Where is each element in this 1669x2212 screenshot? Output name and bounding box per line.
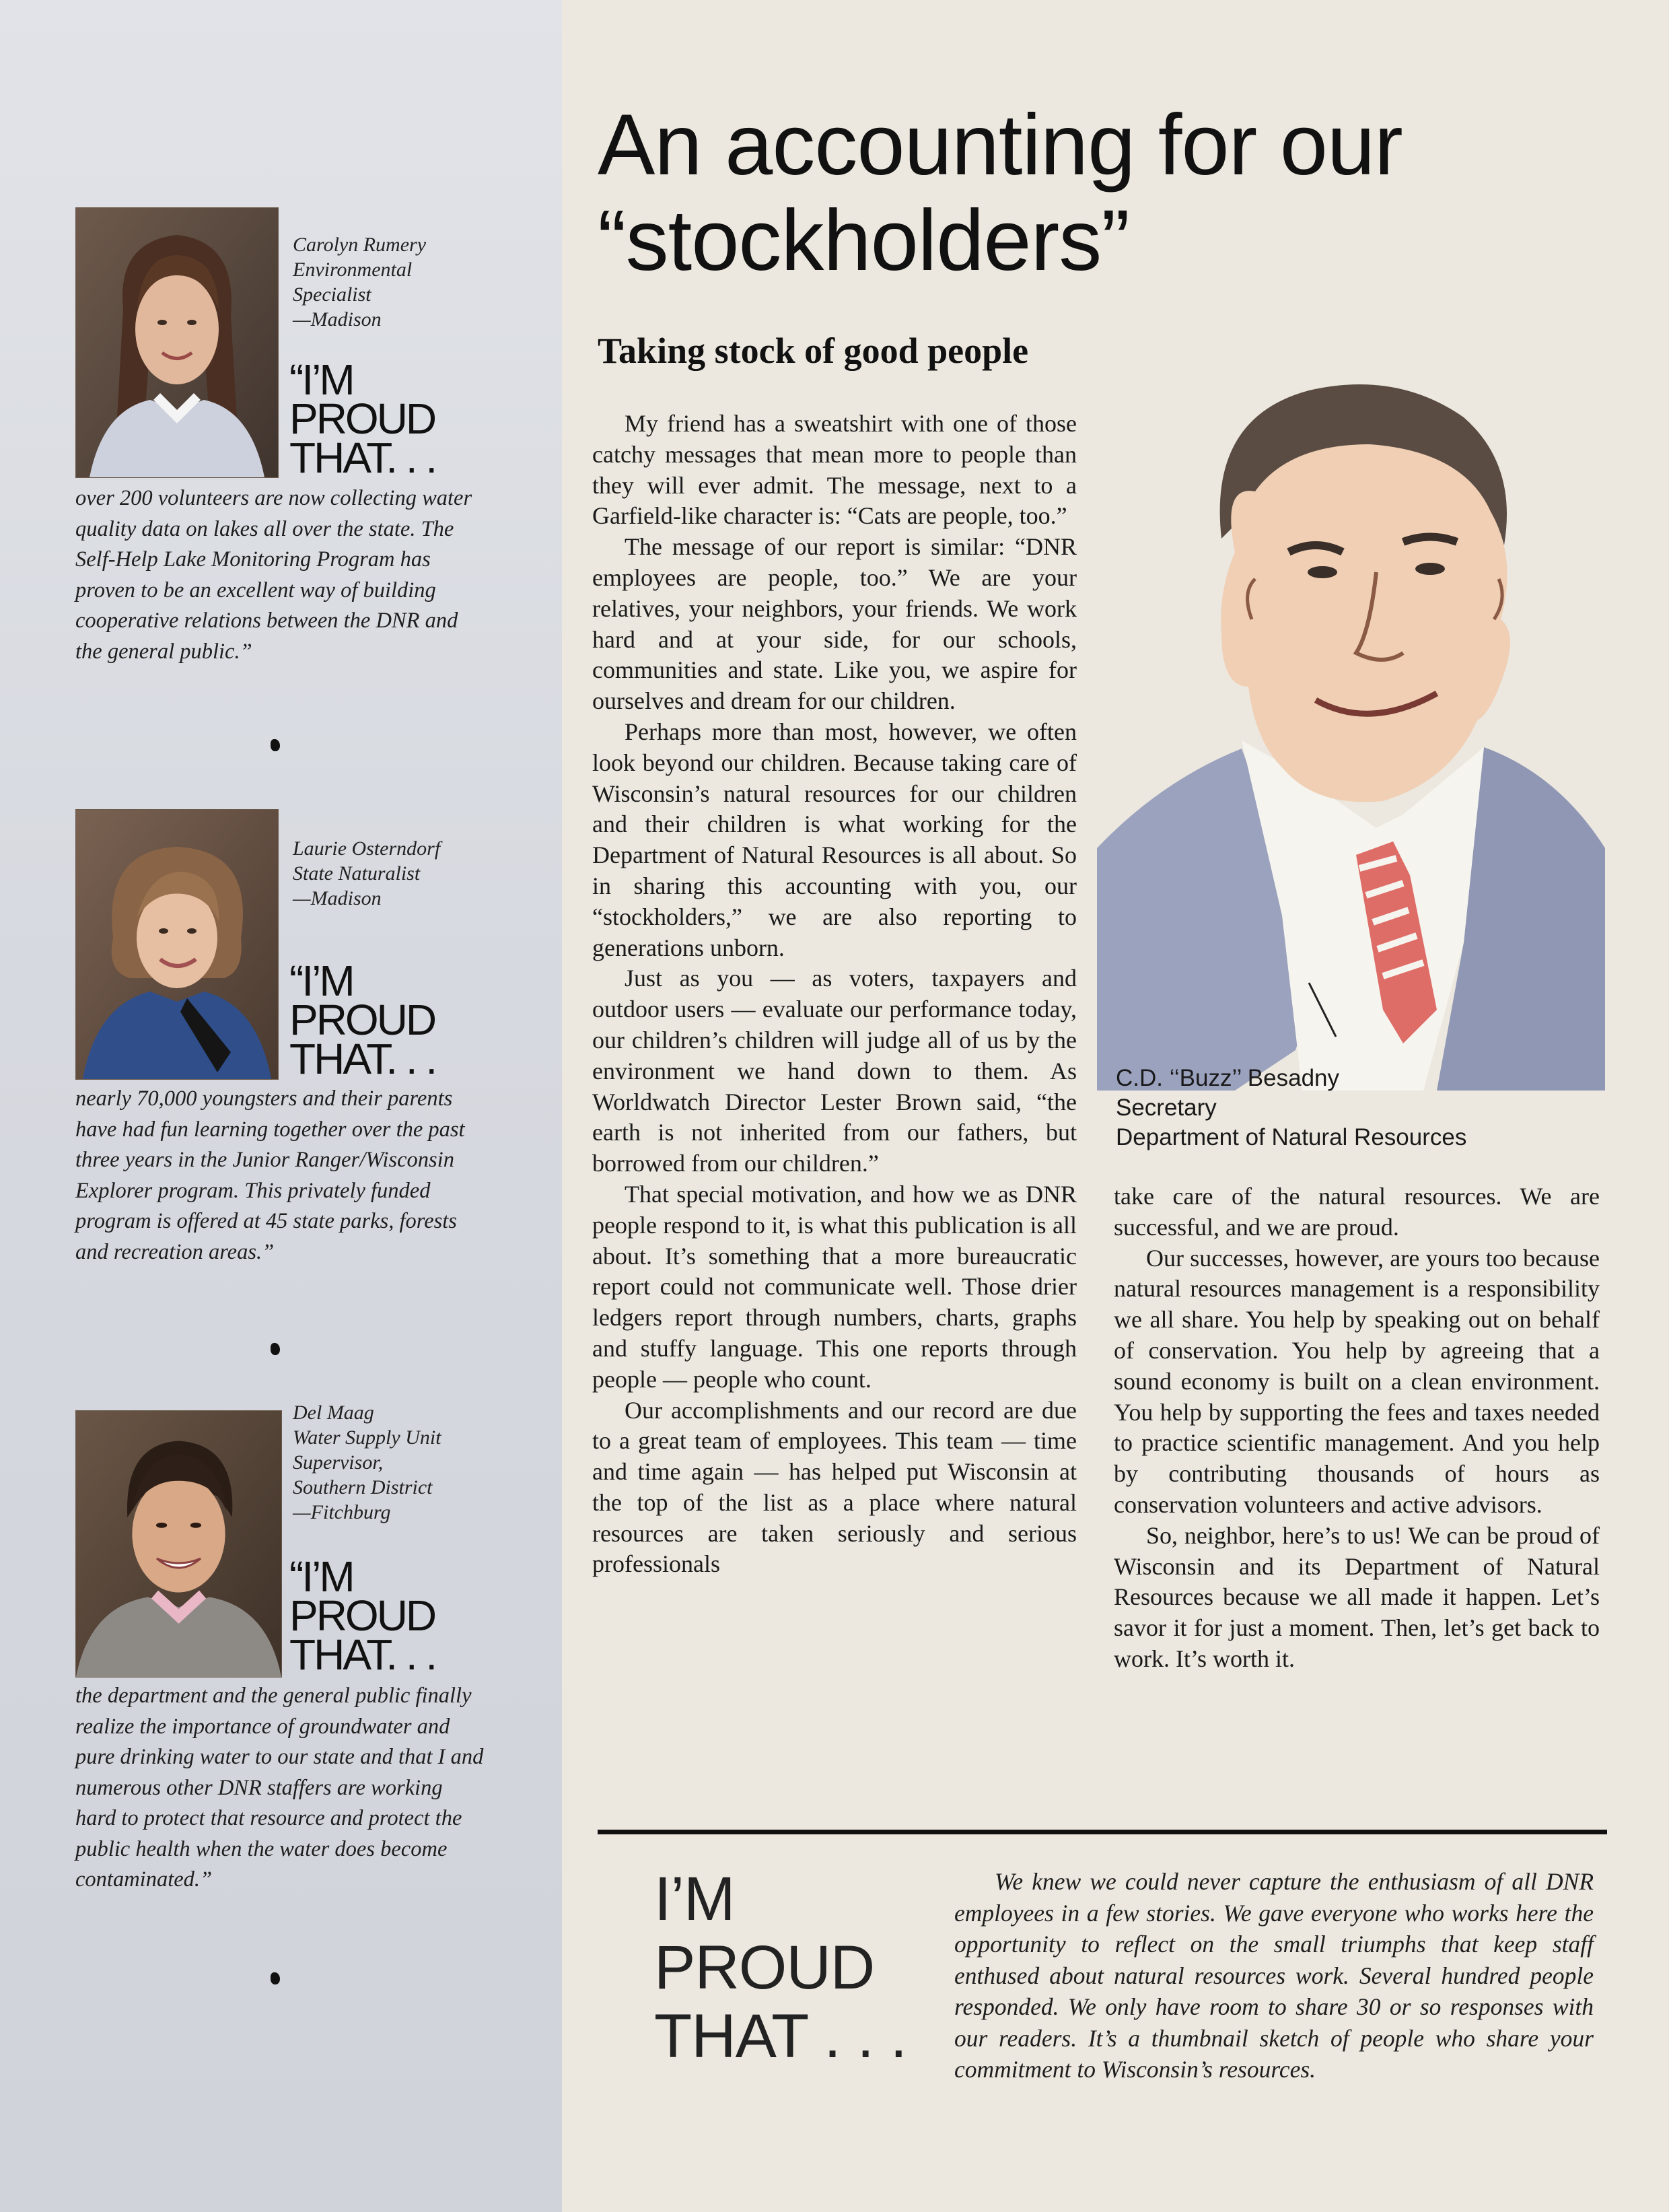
paragraph: So, neighbor, here’s to us! We can be proud of Wisconsin and its Department of Natural Resources because we all made it happen. Let’s savor it for just a moment. Then, let’s get back to work. It’s worth it. (1114, 1521, 1600, 1672)
proud-line: PROUD (289, 394, 435, 443)
profile-2-title-line: State Naturalist (293, 862, 421, 885)
carolyn-rumery-photo (75, 207, 279, 478)
article-title (598, 98, 1607, 289)
profile-1-title-line: —Madison (293, 308, 382, 331)
proud-line: PROUD (289, 1591, 435, 1640)
portrait-name: C.D. ‘‘Buzz’’ Besadny (1116, 1065, 1340, 1091)
paragraph: The message of our report is similar: “DNR employees are people, too.” We are your relatives, your neighbors, your friends. We work hard and at your side, for our schools, communities and state. Like you, we aspire for ourselves and dream for our children. (592, 533, 1077, 715)
profile-2-title-line: —Madison (293, 887, 382, 909)
proud-line: PROUD (289, 996, 435, 1044)
wisconsin-state-icon (271, 1972, 280, 1984)
portrait-caption (1116, 1064, 1600, 1152)
profile-3-title-line: Supervisor, (293, 1451, 384, 1474)
proud-box-text (954, 1866, 1594, 2085)
proud-line: THAT. . . (289, 1035, 436, 1083)
profile-1-name: Carolyn Rumery (293, 234, 427, 256)
proud-line: THAT. . . (289, 1630, 436, 1679)
title-line-1: An accounting for our (598, 97, 1402, 193)
profile-1-proud-heading (289, 355, 436, 482)
del-maag-photo (75, 1410, 282, 1678)
wisconsin-state-icon (271, 739, 280, 751)
article-subhead: Taking stock of good people (598, 331, 1029, 371)
laurie-osterndorf-photo (75, 809, 279, 1080)
profile-3-proud-heading (289, 1552, 436, 1679)
profile-3-name: Del Maag (293, 1402, 374, 1424)
profile-2-quote: nearly 70,000 youngsters and their parents have had fun learning together over the past three years in the Junior Ranger/Wisconsin Explorer program. This privately funded program is offered at 45 state parks, forests and recreation areas.” (75, 1086, 465, 1264)
profile-1-quote: over 200 volunteers are now collecting water quality data on lakes all over the state. The Self-Help Lake Monitoring Program has proven to be an excellent way of building cooperative relations between the DNR and the general public.” (75, 486, 472, 664)
profile-2-name: Laurie Osterndorf (293, 837, 441, 860)
paragraph: Our accomplishments and our record are due to a great team of employees. This team — time and time again — has helped put Wisconsin at the top of the list as a place where natural resources are taken seriously and serious professionals (592, 1396, 1077, 1578)
profile-3-caption (293, 1400, 495, 1525)
proud-line: “I’M (289, 355, 353, 404)
proud-box-heading (654, 1865, 907, 2071)
proud-box-line: PROUD (654, 1933, 875, 2002)
paragraph: My friend has a sweatshirt with one of those catchy messages that mean more to people than they will ever admit. The message, next to a Garfield-like character is: “Cats are people, too.” (592, 410, 1077, 530)
proud-box-line: I’M (654, 1865, 735, 1933)
proud-line: THAT. . . (289, 434, 436, 482)
portrait-department: Department of Natural Resources (1116, 1124, 1467, 1150)
proud-box-line: THAT . . . (654, 2002, 907, 2071)
section-divider (598, 1830, 1607, 1834)
profile-1-caption (293, 232, 495, 332)
article-column-2 (1114, 1181, 1600, 1675)
proud-box-body: We knew we could never capture the enthusiasm of all DNR employees in a few stories. We gave everyone who works here the opportunity to reflect on the small triumphs that keep staff enthused about natural resources work. Several hundred people responded. We only have room to share 30 or so responses with our readers. It’s a thumbnail sketch of people who share your commitment to Wisconsin’s resources. (954, 1868, 1594, 2083)
paragraph: take care of the natural resources. We are successful, and we are proud. (1114, 1183, 1600, 1241)
wisconsin-state-icon (271, 1343, 280, 1355)
profile-1-title-line: Environmental (293, 258, 413, 281)
profile-2-proud-heading (289, 957, 436, 1083)
paragraph: Just as you — as voters, taxpayers and outdoor users — evaluate our performance today, our children’s children will judge all of us by the environment we hand down to them. As Worldwatch Director Lester Brown said, “the earth is not inherited from our fathers, but borrowed from our children.” (592, 965, 1077, 1177)
profile-3-title-line: Southern District (293, 1476, 433, 1498)
profile-3-title-line: Water Supply Unit (293, 1426, 441, 1449)
proud-line: “I’M (289, 957, 353, 1005)
portrait-title: Secretary (1116, 1095, 1217, 1121)
paragraph: That special motivation, and how we as DNR people respond to it, is what this publication is all about. It’s something that a more bureaucratic report could not communicate well. Those drier ledgers report through numbers, charts, graphs and stuffy language. This one reports through people — people who count. (592, 1180, 1077, 1393)
profile-3-title-line: —Fitchburg (293, 1501, 391, 1523)
profile-1-title-line: Specialist (293, 283, 371, 306)
besadny-portrait-illustration (1087, 337, 1612, 1091)
paragraph: Our successes, however, are yours too because natural resources management is a responsibility we all share. You help by speaking out on behalf of conservation. You help by agreeing that a sound economy is built on a clean environment. You help by supporting the fees and taxes needed to practice scientific management. And you help by contributing thousands of hours as conservation volunteers and active advisors. (1114, 1244, 1600, 1518)
paragraph: Perhaps more than most, however, we often look beyond our children. Because taking care of Wisconsin’s natural resources for our children and their children is what working for the Department of Natural Resources is all about. So in sharing this accounting with you, our “stockholders,” we are also reporting to generations unborn. (592, 718, 1077, 961)
title-line-2: “stockholders” (598, 193, 1129, 289)
profile-2-caption (293, 836, 495, 911)
proud-line: “I’M (289, 1552, 353, 1601)
article-column-1 (592, 409, 1077, 1580)
profile-3-quote: the department and the general public finally realize the importance of groundwater and pure drinking water to our state and that I and numerous other DNR staffers are working hard to protect that resource and protect the public health when the water does become contaminated.” (75, 1684, 484, 1892)
